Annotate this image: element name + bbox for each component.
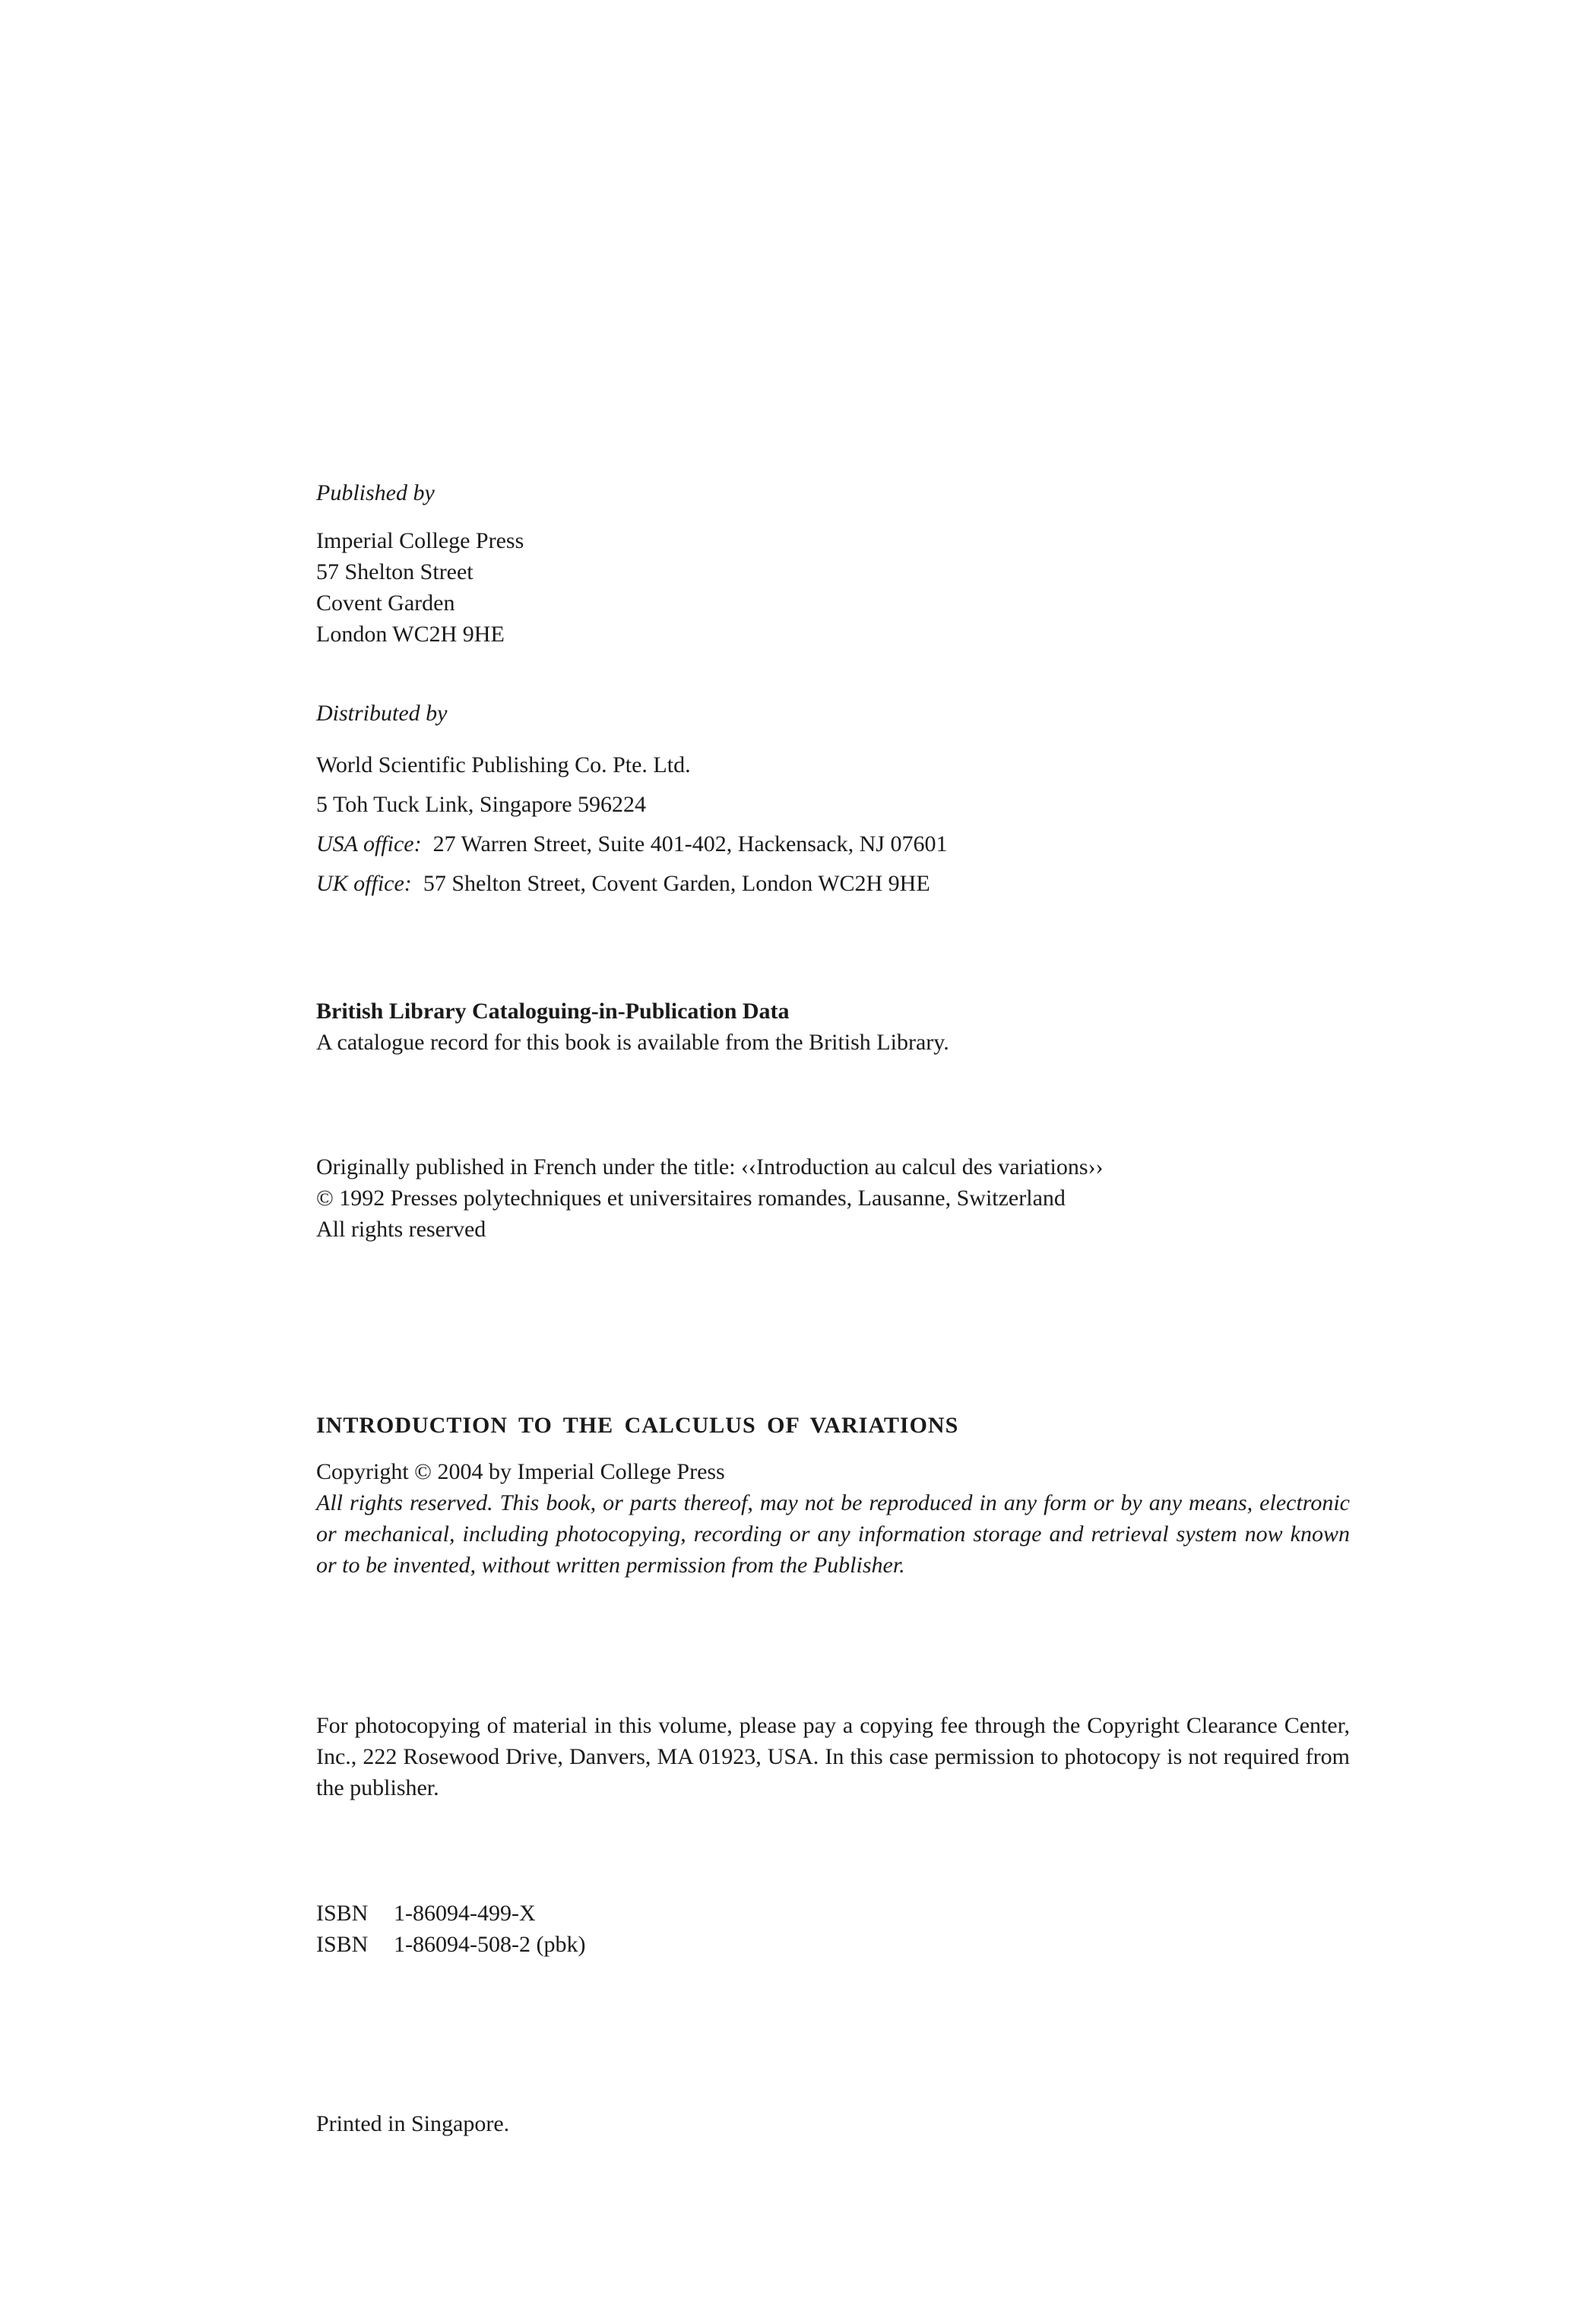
photocopy-notice: For photocopying of material in this volume, please pay a copying fee through the Copyright Clearance Center, Inc., 222 Rosewood Drive, Danvers, MA 01923, USA. In this case permission to photocopy is not required from the publisher. [316, 1713, 1350, 1800]
distributor-name: World Scientific Publishing Co. Pte. Ltd. [316, 752, 691, 777]
published-by-section [316, 477, 524, 650]
publisher-name: Imperial College Press [316, 528, 524, 553]
original-copyright-line: © 1992 Presses polytechniques et universitaires romandes, Lausanne, Switzerland [316, 1186, 1066, 1211]
publisher-street: 57 Shelton Street [316, 559, 474, 584]
published-by-heading: Published by [316, 480, 435, 505]
uk-office-address: 57 Shelton Street, Covent Garden, London WC2H 9HE [423, 871, 930, 896]
usa-office-line [316, 825, 947, 864]
publisher-district: Covent Garden [316, 590, 455, 616]
isbn-value: 1-86094-499-X [394, 1901, 536, 1926]
isbn-line [316, 1898, 585, 1929]
uk-office-label: UK office: [316, 871, 412, 896]
publisher-city: London WC2H 9HE [316, 622, 505, 647]
original-publication-section [316, 1151, 1104, 1245]
book-copyright: Copyright © 2004 by Imperial College Press [316, 1459, 725, 1484]
uk-office-line [316, 864, 947, 904]
usa-office-address: 27 Warren Street, Suite 401-402, Hackensack, NJ 07601 [432, 831, 948, 856]
cip-heading: British Library Cataloguing-in-Publication Data [316, 999, 790, 1024]
cip-section [316, 996, 949, 1058]
distributed-by-heading: Distributed by [316, 701, 448, 726]
distributed-by-section [316, 698, 947, 904]
book-title: INTRODUCTION TO THE CALCULUS OF VARIATIONS [316, 1413, 959, 1438]
cip-text: A catalogue record for this book is available from the British Library. [316, 1030, 949, 1055]
isbn-label: ISBN [316, 1901, 369, 1926]
original-rights-line: All rights reserved [316, 1217, 486, 1242]
book-copyright-section [316, 1410, 1350, 1581]
photocopy-section [316, 1710, 1350, 1803]
isbn-value: 1-86094-508-2 (pbk) [394, 1932, 586, 1957]
printed-in: Printed in Singapore. [316, 2111, 510, 2136]
distributor-address: 5 Toh Tuck Link, Singapore 596224 [316, 792, 647, 817]
original-title-line: Originally published in French under the title: ‹‹Introduction au calcul des variations›› [316, 1154, 1104, 1179]
isbn-line [316, 1929, 585, 1960]
isbn-label: ISBN [316, 1932, 369, 1957]
isbn-section [316, 1898, 585, 1960]
rights-statement: All rights reserved. This book, or parts thereof, may not be reproduced in any form or by any means, electronic or mechanical, including photocopying, recording or any information storage and retrieval system now known or to be invented, without written permission from the Publisher. [316, 1490, 1350, 1578]
printed-section [316, 2108, 509, 2139]
usa-office-label: USA office: [316, 831, 422, 856]
